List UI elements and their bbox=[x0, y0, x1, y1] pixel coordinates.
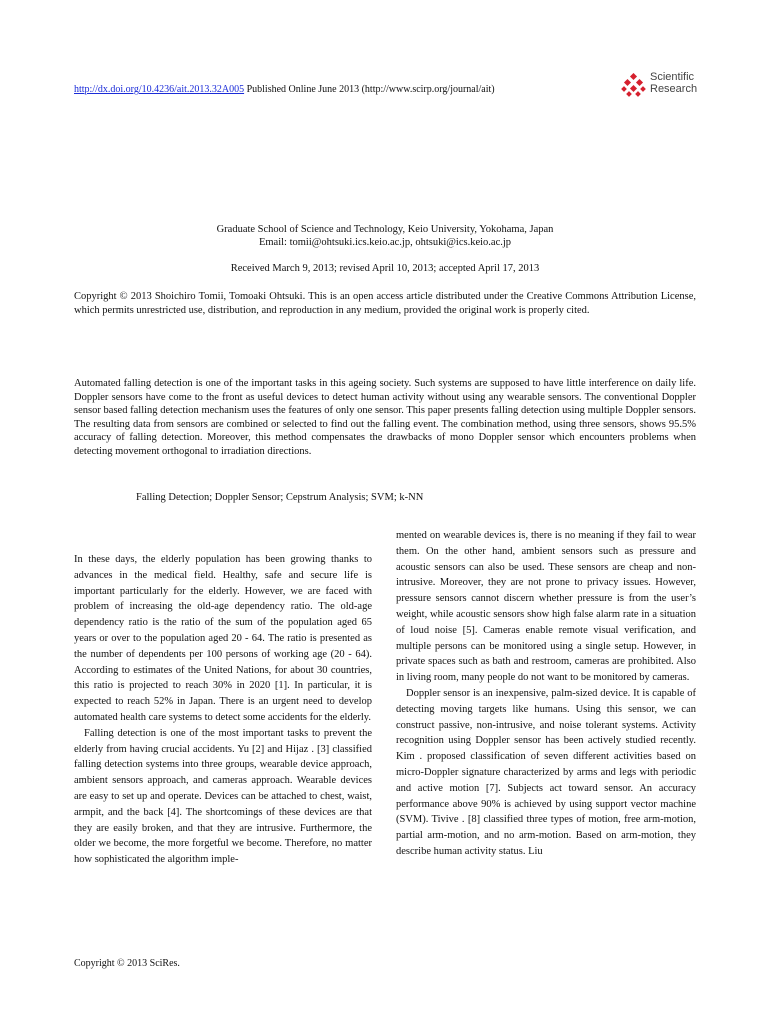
intro-paragraph-1: In these days, the elderly population has been growing thanks to advances in the medical field. Healthy, safe and secure life is important particularly for the elderly. However, we are faced with problem of increasing the old-age dependency ratio. The old-age dependency ratio is the ratio of the sum of the population aged 65 years or over to the population aged 20 - 64. The ratio is presented as the number of dependents per 100 persons of working age (20 - 64). According to estimates of the United Nations, for about 30 countries, this ratio is projected to reach 30% in 2020 [1]. In particular, it is expected to reach 52% in Japan. There is an urgent need to develop automated health care systems to detect some accidents for the elderly. bbox=[74, 554, 372, 723]
abstract-text: Automated falling detection is one of the important tasks in this ageing society. Such systems are supposed to have little interference on daily life. Doppler sensors have come to the front as useful devices to detect human activity without using any wearable sensors. The conventional Doppler sensor based falling detection mechanism uses the features of only one sensor. This paper presents falling detection using multiple Doppler sensors. The resulting data from sensors are combined or selected to find out the falling event. The combination method, using three sensors, shows 95.5% accuracy of falling detection. Moreover, this method compensates the drawbacks of mono Doppler sensor which encounters problems when detecting movement orthogonal to irradiation directions. bbox=[74, 378, 696, 457]
affiliation-line: Graduate School of Science and Technology, Keio University, Yokohama, Japan bbox=[216, 224, 554, 235]
body-column-left bbox=[74, 552, 372, 868]
received-dates: Received March 9, 2013; revised April 10, 2013; accepted April 17, 2013 bbox=[230, 263, 540, 274]
logo-line1: Scientific bbox=[650, 71, 695, 83]
publisher-logo bbox=[621, 71, 701, 101]
logo-mark-icon bbox=[621, 73, 647, 99]
page-footer: Copyright © 2013 SciRes. bbox=[74, 958, 180, 969]
intro-paragraph-3: mented on wearable devices is, there is no meaning if they fail to wear them. On the other hand, ambient sensors such as pressure and acoustic sensors can also be used. These sensors are cheap and non-intrusive. Moreover, they are not prone to privacy issues. However, pressure sensors cannot discern whether pressure is from the user’s weight, while acoustic sensors show high false alarm rate in a situation of loud noise [5]. Cameras enable remote visual verification, and multiple persons can be monitored using a single setup. However, in private spaces such as bath and restroom, cameras are prohibited. Also in living room, many people do not want to be monitored by cameras. bbox=[396, 530, 696, 684]
page-header bbox=[74, 84, 495, 95]
intro-paragraph-2: Falling detection is one of the most important tasks to prevent the elderly from having crucial accidents. Yu [2] and Hijaz . [3] classified falling detection systems into three groups, wearable device approach, ambient sensors approach, and cameras approach. Wearable devices are easy to set up and operate. Devices can be attached to chest, waist, armpit, and the back [4]. The shortcomings of these devices are that they are easily broken, and that they are intrusive. Furthermore, the older we become, the more forgetful we become. Therefore, no matter how sophisticated the algorithm imple- bbox=[74, 727, 372, 866]
published-info: Published Online June 2013 (http://www.scirp.org/journal/ait) bbox=[244, 84, 495, 95]
keywords: Falling Detection; Doppler Sensor; Cepstrum Analysis; SVM; k-NN bbox=[136, 492, 424, 503]
email-line: Email: tomii@ohtsuki.ics.keio.ac.jp, ohtsuki@ics.keio.ac.jp bbox=[258, 237, 512, 248]
affiliation bbox=[74, 223, 696, 249]
doi-link[interactable]: http://dx.doi.org/10.4236/ait.2013.32A005 bbox=[74, 84, 245, 95]
logo-line2: Research bbox=[650, 83, 698, 95]
copyright-notice: Copyright © 2013 Shoichiro Tomii, Tomoaki Ohtsuki. This is an open access article distributed under the Creative Commons Attribution License, which permits unrestricted use, distribution, and reproduction in any medium, provided the original work is properly cited. bbox=[74, 291, 696, 316]
body-column-right bbox=[396, 528, 696, 860]
intro-paragraph-4: Doppler sensor is an inexpensive, palm-sized device. It is capable of detecting moving targets like humans. Using this sensor, we can construct passive, non-intrusive, and noise tolerant systems. Activity recognition using Doppler sensor has been actively studied recently. Kim . proposed classification of seven different activities based on micro-Doppler signature characterized by arms and legs with periodic and active motion [7]. Subjects act toward sensor. An accuracy performance above 90% is achieved by using support vector machine (SVM). Tivive . [8] classified three types of motion, free arm-motion, partial arm-motion, and no arm-motion. Based on arm-motion, they describe human activity status. Liu bbox=[396, 687, 696, 857]
logo-text bbox=[650, 71, 697, 95]
